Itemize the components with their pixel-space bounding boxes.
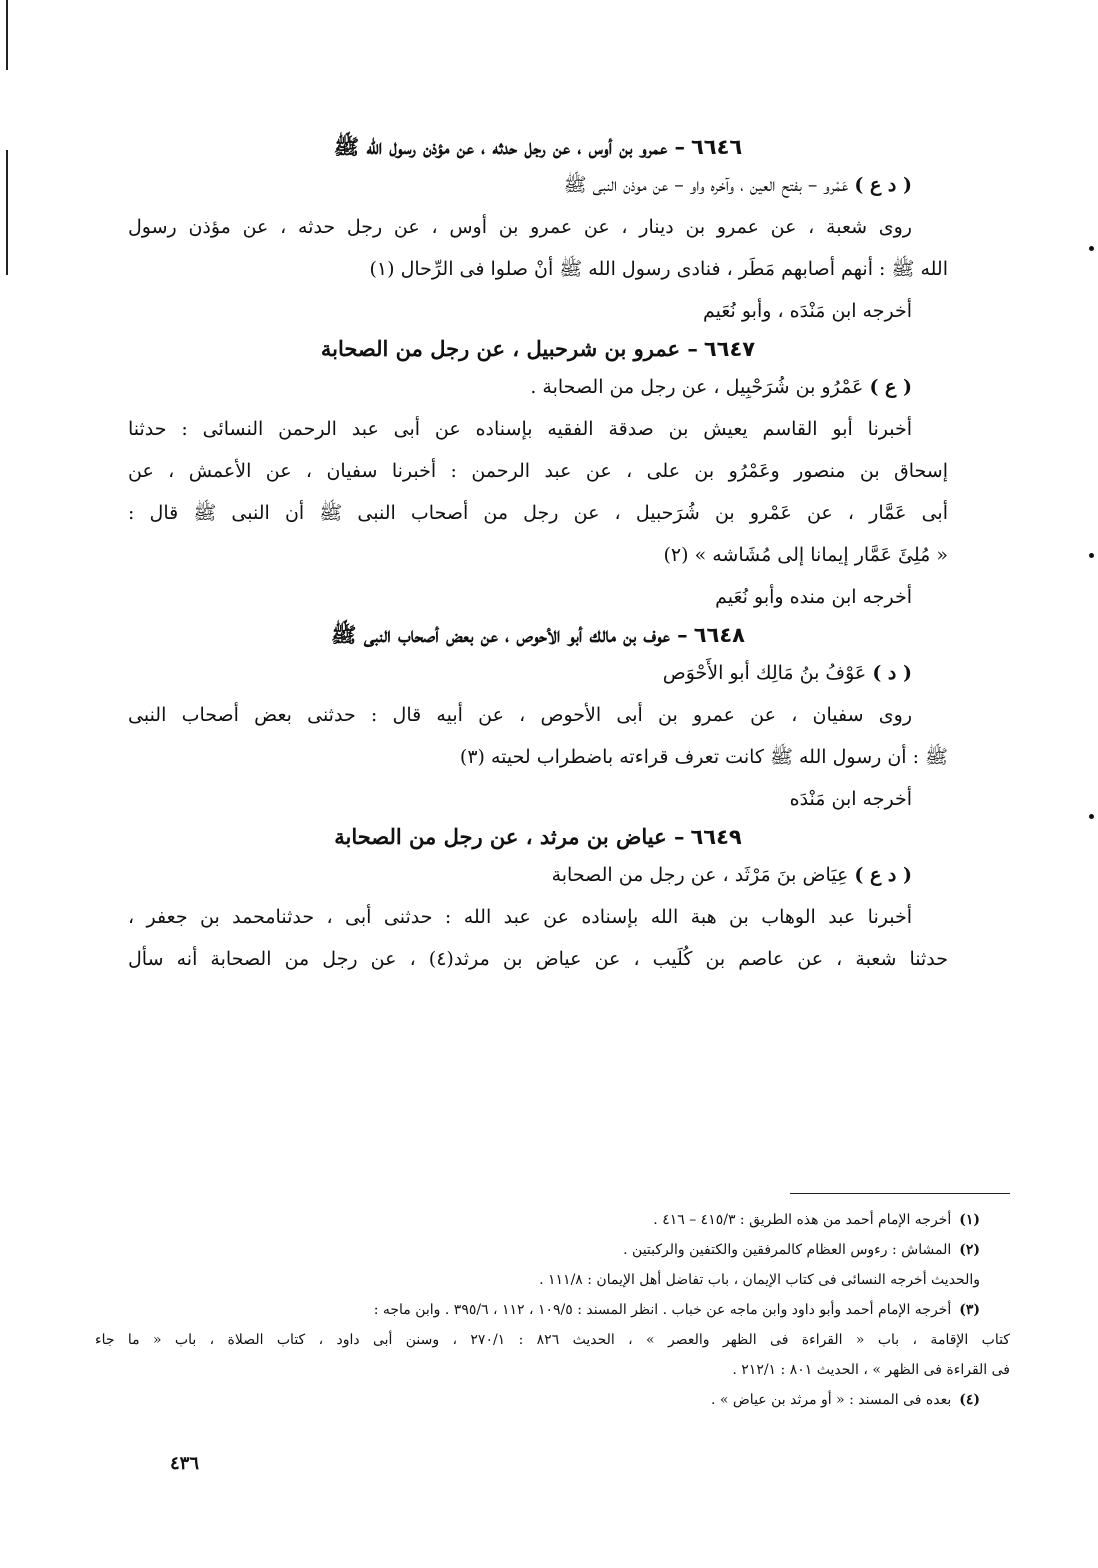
- entry-subtitle: [128, 652, 948, 694]
- entry: [128, 130, 948, 332]
- subtitle-text: عِيَاض بنَ مَرْثَد ، عن رجل من الصحابة: [551, 864, 849, 886]
- entry-title: – عياض بن مرثد ، عن رجل من الصحابة: [334, 824, 685, 849]
- footnote-text: فى القراءة فى الظهر » ، الحديث ٨٠١ : ٢١٢/١ .: [732, 1362, 1010, 1378]
- entry: [128, 820, 948, 980]
- entry-number: ٦٦٤٨: [693, 623, 745, 647]
- footnote-text: بعده فى المسند : « أو مرثد بن عياض » .: [710, 1392, 952, 1408]
- footnote-number: (١): [959, 1212, 980, 1228]
- body-line: أخبرنا أبو القاسم يعيش بن صدقة الفقيه بإسناده عن أبى عبد الرحمن النسائى : حدثنا: [128, 418, 912, 440]
- source-tag: ( د ع ): [854, 174, 912, 196]
- footnote: [95, 1265, 1010, 1295]
- footnote: [95, 1325, 1010, 1355]
- entry-outro: أخرجه ابن منده وأبو نُعَيم: [715, 586, 912, 608]
- scan-edge-line: [6, 150, 8, 275]
- subtitle-text: عَمْرو – بفتح العين ، وآخره واو – عن موذن النبى ﷺ: [563, 174, 849, 196]
- entry-number: ٦٦٤٧: [703, 337, 756, 361]
- entry-subtitle: [128, 366, 948, 408]
- footnote: [95, 1235, 1010, 1265]
- source-tag: ( د ): [872, 662, 912, 684]
- footnote-number: (٤): [959, 1392, 980, 1408]
- body-line: روى شعبة ، عن عمرو بن دينار ، عن عمرو بن أوس ، عن رجل حدثه ، عن مؤذن رسول: [128, 216, 912, 238]
- footnote-text: المشاش : رءوس العظام كالمرفقين والكتفين والركبتين .: [623, 1242, 952, 1258]
- entry-heading: [128, 618, 948, 652]
- entry-subtitle: [128, 854, 948, 896]
- body-line: حدثنا شعبة ، عن عاصم بن كُلَيب ، عن عياض بن مرثد(٤) ، عن رجل من الصحابة أنه سأل: [128, 948, 948, 970]
- entry-title: – عمرو بن أوس ، عن رجل حدثه ، عن مؤذن رسول الله ﷺ: [333, 134, 685, 159]
- footnote-text: أخرجه الإمام أحمد وأبو داود وابن ماجه عن خباب . انظر المسند : ١٠٩/٥ ، ١١٢ ، ٣٩٥/٦ . وابن ماجه :: [373, 1302, 952, 1318]
- footnote-text: أخرجه الإمام أحمد من هذه الطريق : ٤١٥/٣ – ٤١٦ .: [653, 1212, 952, 1228]
- entry-heading: [128, 332, 948, 366]
- entry-subtitle: [128, 164, 948, 206]
- footnote-separator: [790, 1193, 1010, 1194]
- entry-outro: أخرجه ابن مَنْدَه: [789, 788, 912, 810]
- entry-title: – عمرو بن شرحبيل ، عن رجل من الصحابة: [320, 336, 698, 361]
- source-tag: ( د ع ): [854, 864, 912, 886]
- footnote-number: (٢): [959, 1242, 980, 1258]
- footnote: [95, 1385, 1010, 1415]
- footnote: [95, 1205, 1010, 1235]
- main-text: [128, 130, 948, 980]
- entry-number: ٦٦٤٦: [690, 135, 743, 159]
- footnote-text: كتاب الإقامة ، باب « القراءة فى الظهر والعصر » ، الحديث ٨٢٦ : ٢٧٠/١ ، وسنن أبى داود ، كتاب الصلاة ، باب « ما جاء: [95, 1332, 1010, 1348]
- entry-number: ٦٦٤٩: [690, 825, 742, 849]
- footnotes: [95, 1205, 1010, 1415]
- body-line: أخبرنا عبد الوهاب بن هبة الله بإسناده عن عبد الله : حدثنى أبى ، حدثنامحمد بن جعفر ،: [128, 906, 912, 928]
- entry-heading: [128, 820, 948, 854]
- entry-title: – عوف بن مالك أبو الأحوص ، عن بعض أصحاب النبى ﷺ: [331, 622, 688, 647]
- body-line: أبى عَمَّار ، عن عَمْرو بن شُرَحبيل ، عن رجل من أصحاب النبى ﷺ أن النبى ﷺ قال :: [128, 502, 948, 524]
- body-line: روى سفيان ، عن عمرو بن أبى الأحوص ، عن أبيه قال : حدثنى بعض أصحاب النبى: [128, 704, 912, 726]
- entry: [128, 332, 948, 618]
- body-line: الله ﷺ : أنهم أصابهم مَطَر ، فنادى رسول الله ﷺ أنْ صلوا فى الرِّحال (١): [369, 258, 948, 280]
- entry-outro: أخرجه ابن مَنْدَه ، وأبو نُعَيم: [702, 300, 912, 322]
- footnote-text: والحديث أخرجه النسائى فى كتاب الإيمان ، باب تفاضل أهل الإيمان : ١١١/٨ .: [539, 1272, 980, 1288]
- source-tag: ( ع ): [869, 376, 912, 398]
- entry: [128, 618, 948, 820]
- scan-dot: [1089, 814, 1094, 819]
- page-number: ٤٣٦: [170, 1453, 200, 1474]
- scan-dot: [1089, 246, 1094, 251]
- body-line: إسحاق بن منصور وعَمْرُو بن على ، عن عبد الرحمن : أخبرنا سفيان ، عن الأعمش ، عن: [128, 460, 948, 482]
- entry-heading: [128, 130, 948, 164]
- scan-edge-line: [6, 0, 8, 70]
- subtitle-text: عَمْرُو بن شُرَحْبِيل ، عن رجل من الصحابة .: [530, 376, 864, 398]
- footnote: [95, 1355, 1010, 1385]
- body-line: « مُلِئَ عَمَّار إيمانا إلى مُشَاشه » (٢): [663, 544, 948, 566]
- footnote: [95, 1295, 1010, 1325]
- subtitle-text: عَوْفُ بنُ مَالِك أبو الأَحْوَص: [662, 662, 867, 684]
- footnote-number: (٣): [959, 1302, 980, 1318]
- body-line: ﷺ : أن رسول الله ﷺ كانت تعرف قراءته باضطراب لحيته (٣): [459, 746, 948, 768]
- scan-dot: [1089, 553, 1094, 558]
